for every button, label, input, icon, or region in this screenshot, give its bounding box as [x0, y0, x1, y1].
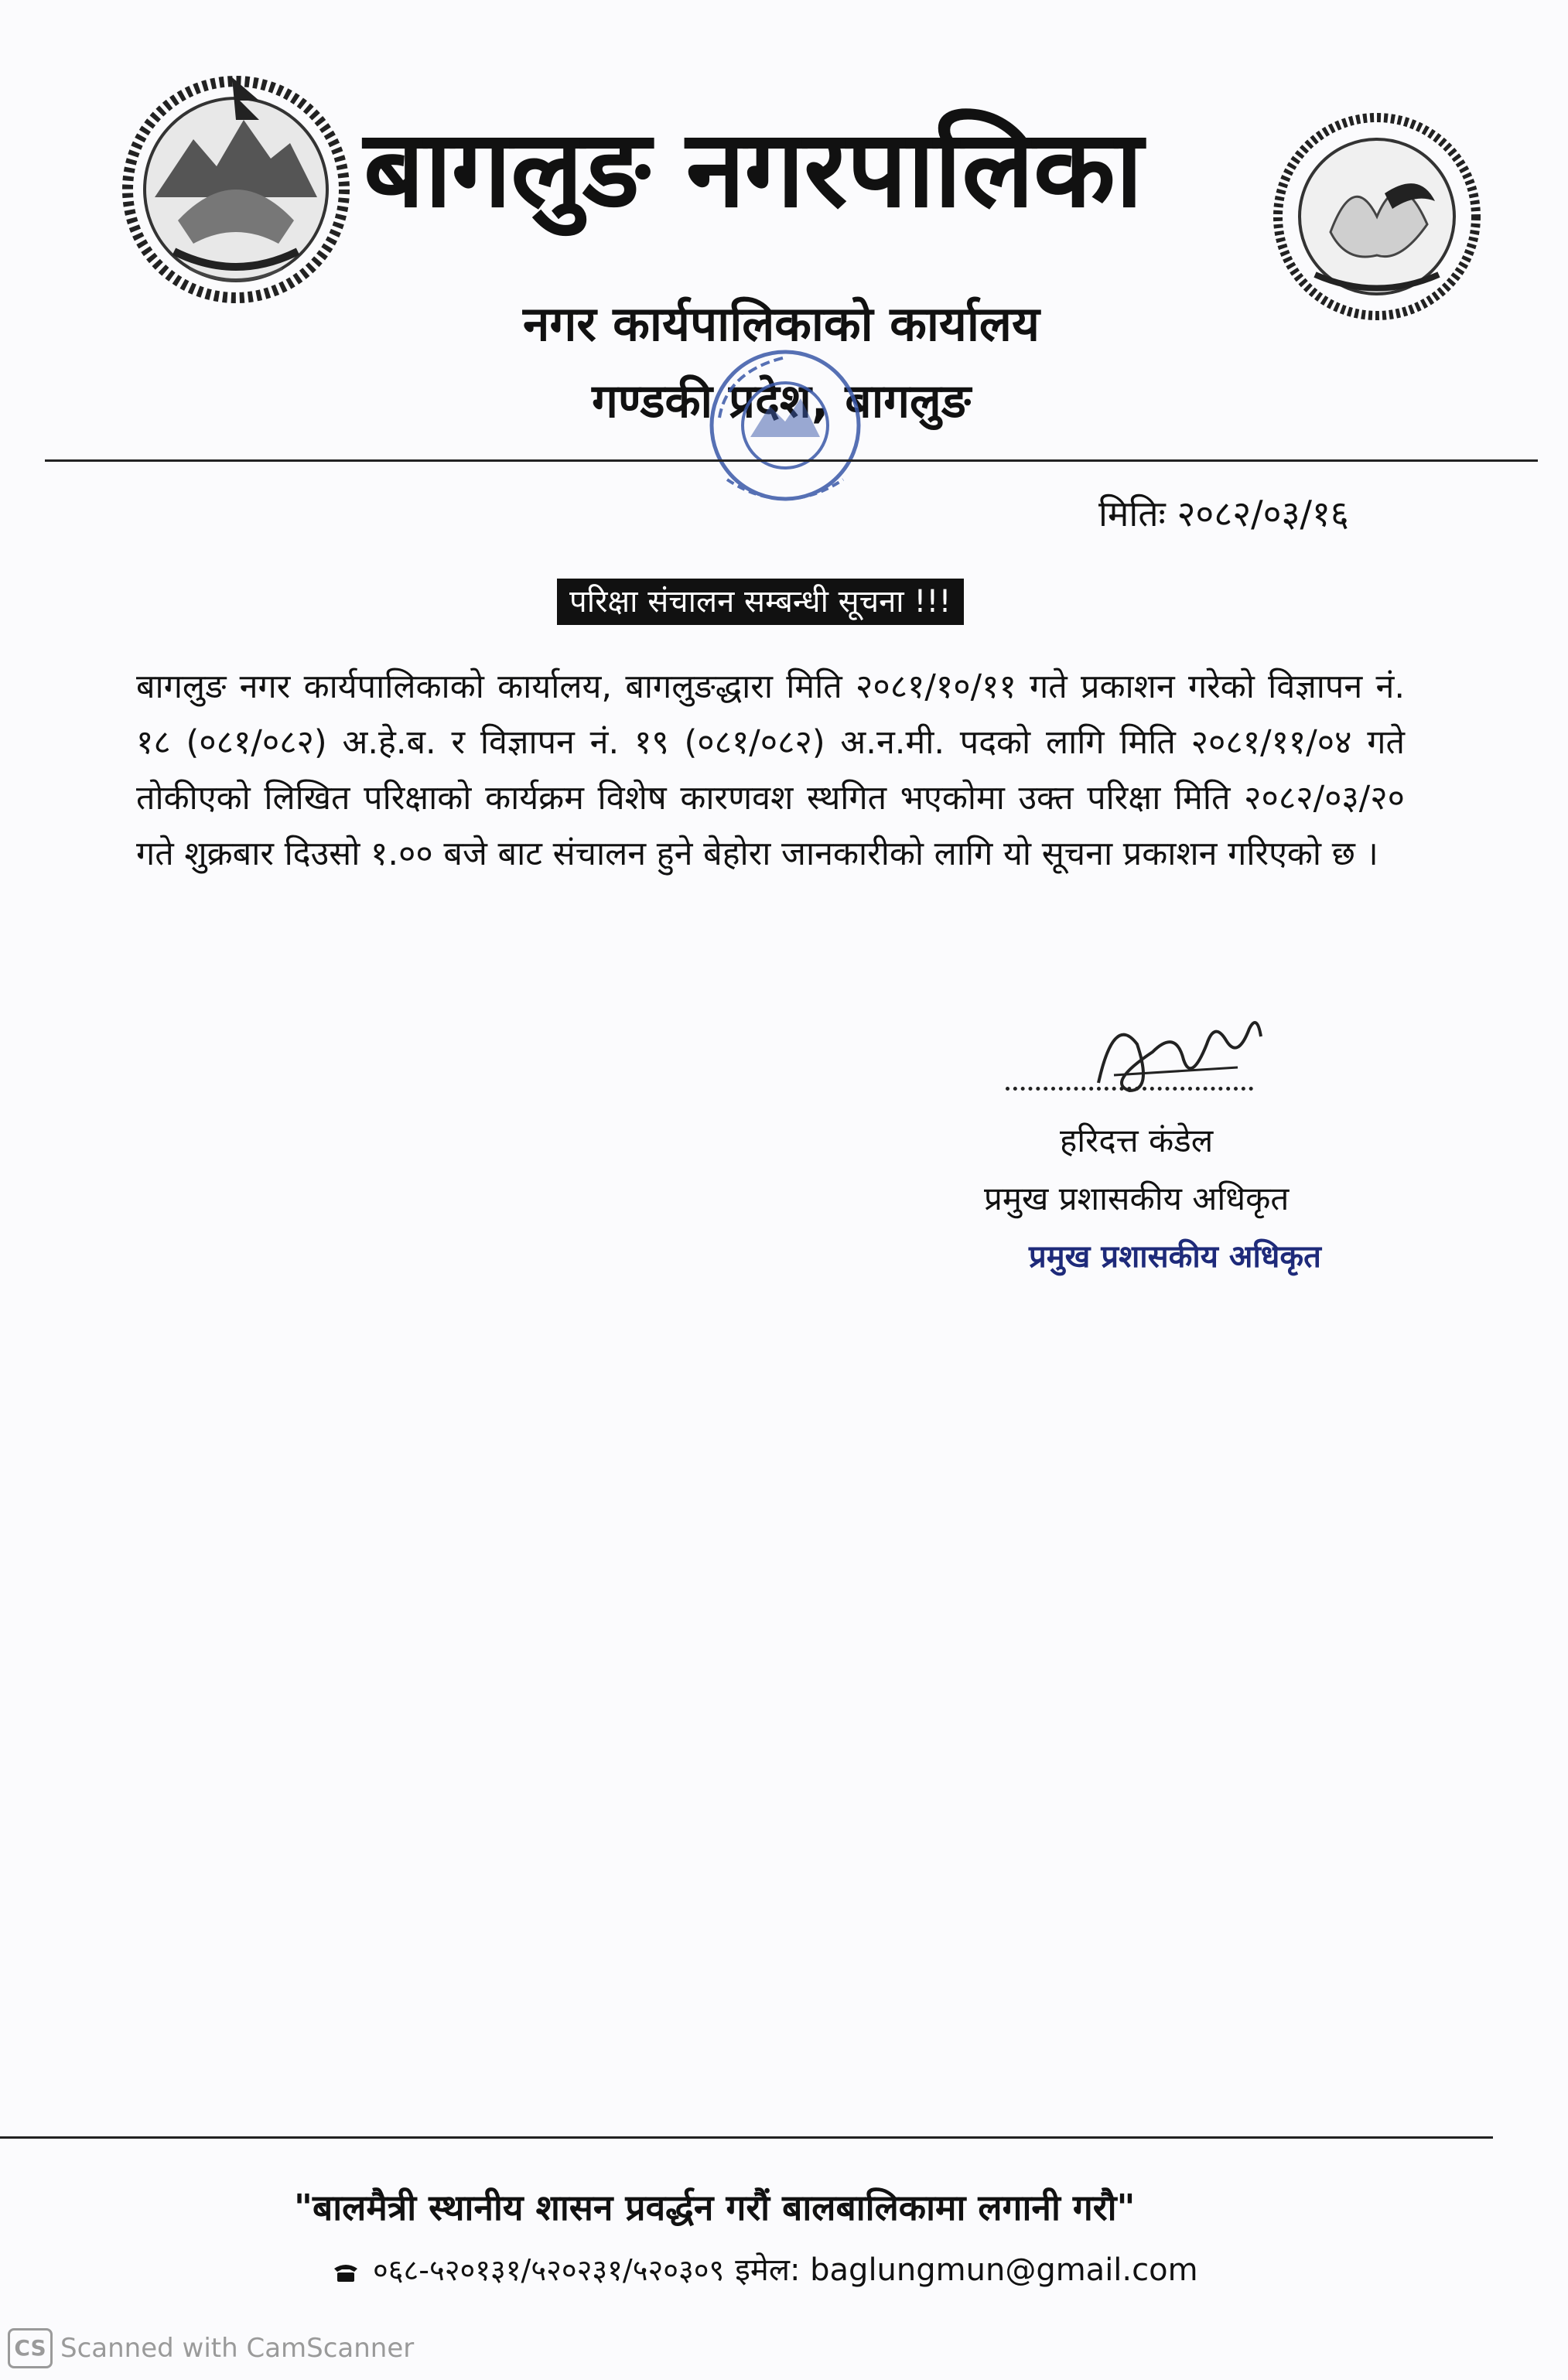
header-divider [45, 459, 1538, 462]
notice-heading: परिक्षा संचालन सम्बन्धी सूचना !!! [557, 579, 964, 625]
notice-date: मितिः २०८२/०३/१६ [1098, 493, 1349, 534]
camscanner-logo-icon: CS [8, 2328, 53, 2368]
designation-stamp: प्रमुख प्रशासकीय अधिकृत [1029, 1239, 1321, 1275]
nepal-government-emblem [116, 66, 356, 306]
signatory-name: हरिदत्त कंडेल [1060, 1122, 1214, 1159]
signatory-designation: प्रमुख प्रशासकीय अधिकृत [984, 1180, 1290, 1217]
municipality-title: बागलुङ नगरपालिका [364, 107, 1143, 231]
office-seal-stamp [673, 340, 897, 534]
camscanner-watermark [8, 2328, 414, 2368]
camscanner-text: Scanned with CamScanner [60, 2333, 415, 2364]
footer-email: इमेल: baglungmun@gmail.com [735, 2252, 1198, 2288]
office-address: गण्डकी प्रदेश, बागलुङ [592, 374, 971, 429]
municipality-logo [1269, 108, 1485, 325]
footer-divider [0, 2136, 1493, 2139]
signature-line [1006, 1087, 1253, 1091]
notice-body: बागलुङ नगर कार्यपालिकाको कार्यालय, बागलुङद्धारा मिति २०८१/१०/११ गते प्रकाशन गरेको विज्ञापन नं. १८ (०८१/०८२) अ.हे.ब. र विज्ञापन नं. १९ (०८१/०८२) अ.न.मी. पदको लागि मिति २०८१/११/०४ गते तोकीएको लिखित परिक्षाको कार्यक्रम विशेष कारणवश स्थगित भएकोमा उक्त परिक्षा मिति २०८२/०३/२० गते शुक्रबार दिउसो १.०० बजे बाट संचालन हुने बेहोरा जानकारीको लागि यो सूचना प्रकाशन गरिएको छ । [136, 668, 1405, 873]
handwritten-signature [1083, 998, 1269, 1114]
footer-phone: ०६८-५२०१३१/५२०२३१/५२०३०९ [373, 2253, 725, 2287]
office-name: नगर कार्यपालिकाको कार्यालय [523, 295, 1040, 352]
footer-contact [333, 2247, 1198, 2290]
footer-slogan: "बालमैत्री स्थानीय शासन प्रवर्द्धन गरौं बालबालिकामा लगानी गरौ" [294, 2187, 1136, 2228]
phone-icon [333, 2262, 359, 2283]
